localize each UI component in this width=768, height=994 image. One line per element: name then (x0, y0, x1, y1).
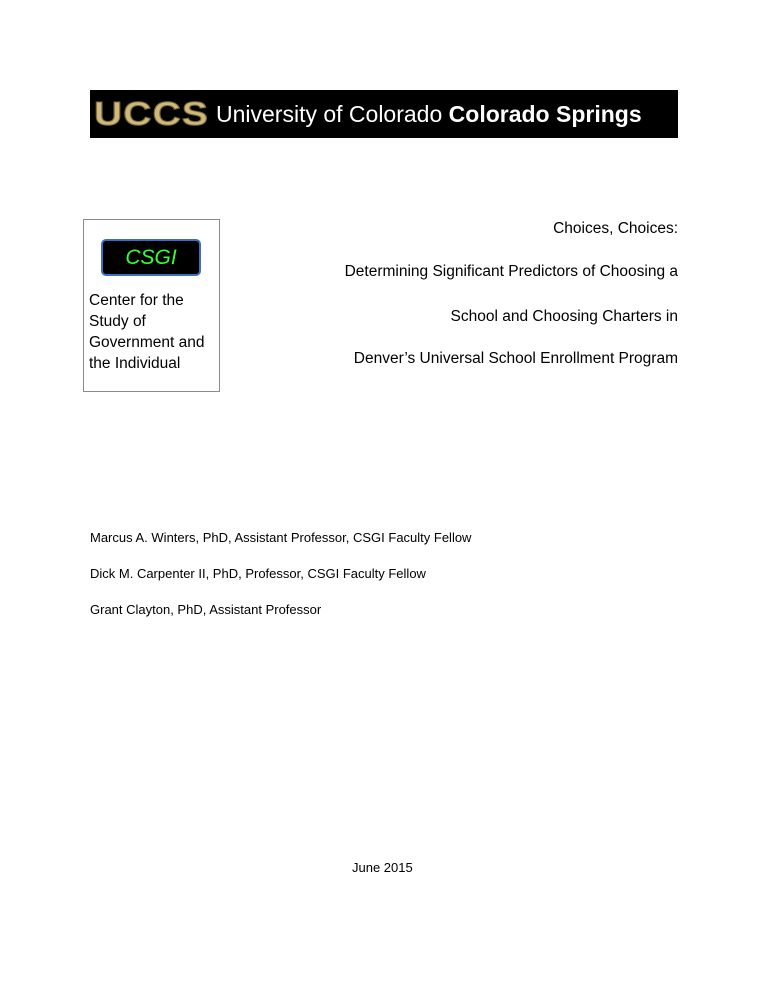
university-name-regular: University of Colorado (216, 101, 449, 127)
author-clayton: Grant Clayton, PhD, Assistant Professor (90, 602, 322, 617)
csgi-caption-line: Government and (89, 334, 205, 351)
publication-date: June 2015 (352, 860, 413, 875)
csgi-caption-line: Study of (89, 313, 146, 330)
csgi-caption-line: the Individual (89, 355, 181, 372)
csgi-badge-text: CSGI (125, 246, 177, 269)
author-winters: Marcus A. Winters, PhD, Assistant Professor, CSGI Faculty Fellow (90, 530, 472, 545)
university-banner (90, 90, 678, 138)
report-title-line-1: Choices, Choices: (553, 220, 678, 237)
report-title-line-2: Determining Significant Predictors of Choosing a (344, 263, 678, 280)
uccs-logo-mark: UCCS (94, 95, 210, 132)
university-name (216, 90, 642, 138)
author-carpenter: Dick M. Carpenter II, PhD, Professor, CSGI Faculty Fellow (90, 566, 426, 581)
csgi-badge (101, 239, 201, 276)
csgi-caption (89, 290, 219, 374)
report-title-line-4: Denver’s Universal School Enrollment Program (353, 350, 678, 367)
csgi-logo-box (83, 219, 220, 392)
report-title-line-3: School and Choosing Charters in (450, 308, 678, 325)
csgi-caption-line: Center for the (89, 292, 184, 309)
university-name-bold: Colorado Springs (448, 101, 642, 127)
